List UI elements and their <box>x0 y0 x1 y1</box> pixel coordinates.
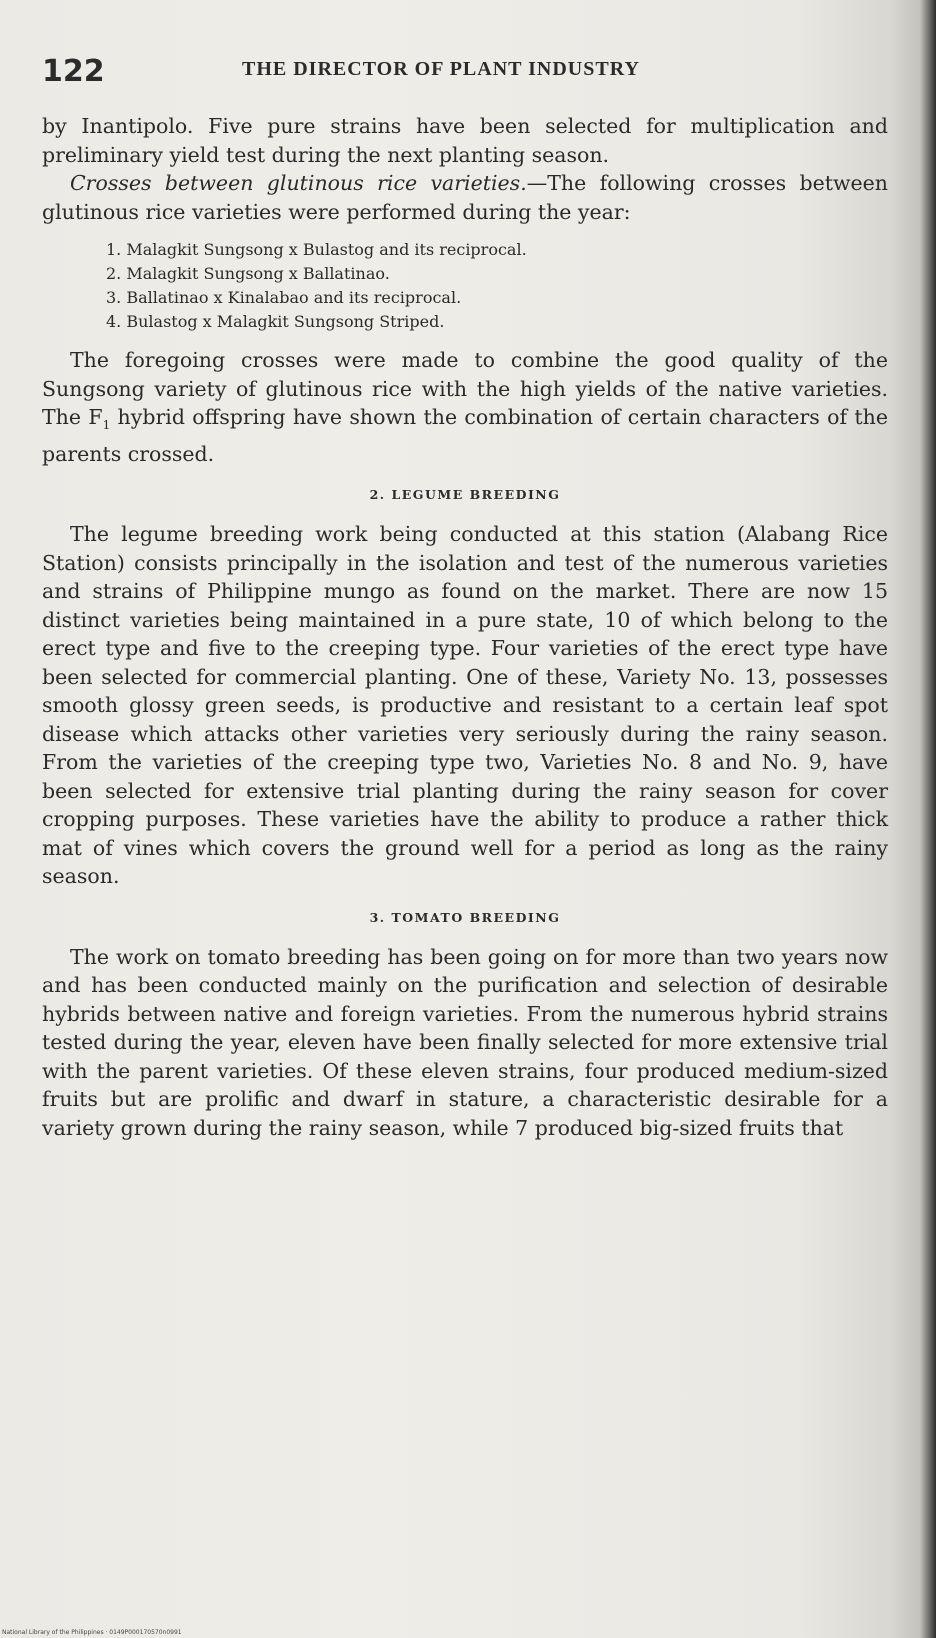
paragraph-text: hybrid offspring have shown the combination of certain characters of the parents crossed. <box>42 405 888 466</box>
paragraph-crosses-intro <box>42 169 888 226</box>
paragraph-tomato: The work on tomato breeding has been going on for more than two years now and has been conducted mainly on the purification and selection of desirable hybrids between native and foreign varieties. From the numerous hybrid strains tested during the year, eleven have been finally selected for more extensive trial with the parent varieties. Of these eleven strains, four produced medium-sized fruits but are prolific and dwarf in stature, a characteristic desirable for a variety grown during the rainy season, while 7 produced big-sized fruits that <box>42 944 888 1140</box>
page-number: 122 <box>42 54 105 89</box>
list-item: 1. Malagkit Sungsong x Bulastog and its reciprocal. <box>106 240 527 259</box>
paragraph-text: The foregoing crosses were made to combine the good quality of the Sungsong variety of glutinous rice with the high yields of the native varieties. The F <box>42 348 888 429</box>
paragraph-foregoing-crosses <box>42 346 888 468</box>
list-item: 3. Ballatinao x Kinalabao and its reciprocal. <box>106 288 462 307</box>
subscript: 1 <box>102 418 111 433</box>
crosses-subheading: Crosses between glutinous rice varieties. <box>70 171 527 195</box>
list-item: 2. Malagkit Sungsong x Ballatinao. <box>106 264 390 283</box>
page-edge-shadow <box>920 0 936 1638</box>
crosses-list <box>42 238 888 334</box>
page-header <box>42 54 882 94</box>
body-text <box>42 112 888 1142</box>
section-heading-tomato: 3. TOMATO BREEDING <box>369 909 561 925</box>
list-item: 4. Bulastog x Malagkit Sungsong Striped. <box>106 312 445 331</box>
paragraph-legume: The legume breeding work being conducted at this station (Alabang Rice Station) consists principally in the isolation and test of the numerous varieties and strains of Philippine mungo as found on the market. There are now 15 distinct varieties being maintained in a pure state, 10 of which belong to the erect type and five to the creeping type. Four varieties of the erect type have been selected for commercial planting. One of these, Variety No. 13, possesses smooth glossy green seeds, is productive and resistant to a certain leaf spot disease which attacks other varieties very seriously during the rainy season. From the varieties of the creeping type two, Varieties No. 8 and No. 9, have been selected for extensive trial planting during the rainy season for cover cropping purposes. These varieties have the ability to produce a rather thick mat of vines which covers the ground well for a period as long as the rainy season. <box>42 522 888 889</box>
paragraph-continued: by Inantipolo. Five pure strains have been selected for multiplication and preliminary yield test during the next planting season. <box>42 114 888 167</box>
footer-note: National Library of the Philippines · 0149P000170570n0991 <box>2 1629 182 1636</box>
crosses-intro-text: —The following crosses between glutinous rice varieties were performed during the year: <box>42 171 888 224</box>
section-heading-legume: 2. LEGUME BREEDING <box>369 487 561 503</box>
running-head: THE DIRECTOR OF PLANT INDUSTRY <box>242 58 640 80</box>
